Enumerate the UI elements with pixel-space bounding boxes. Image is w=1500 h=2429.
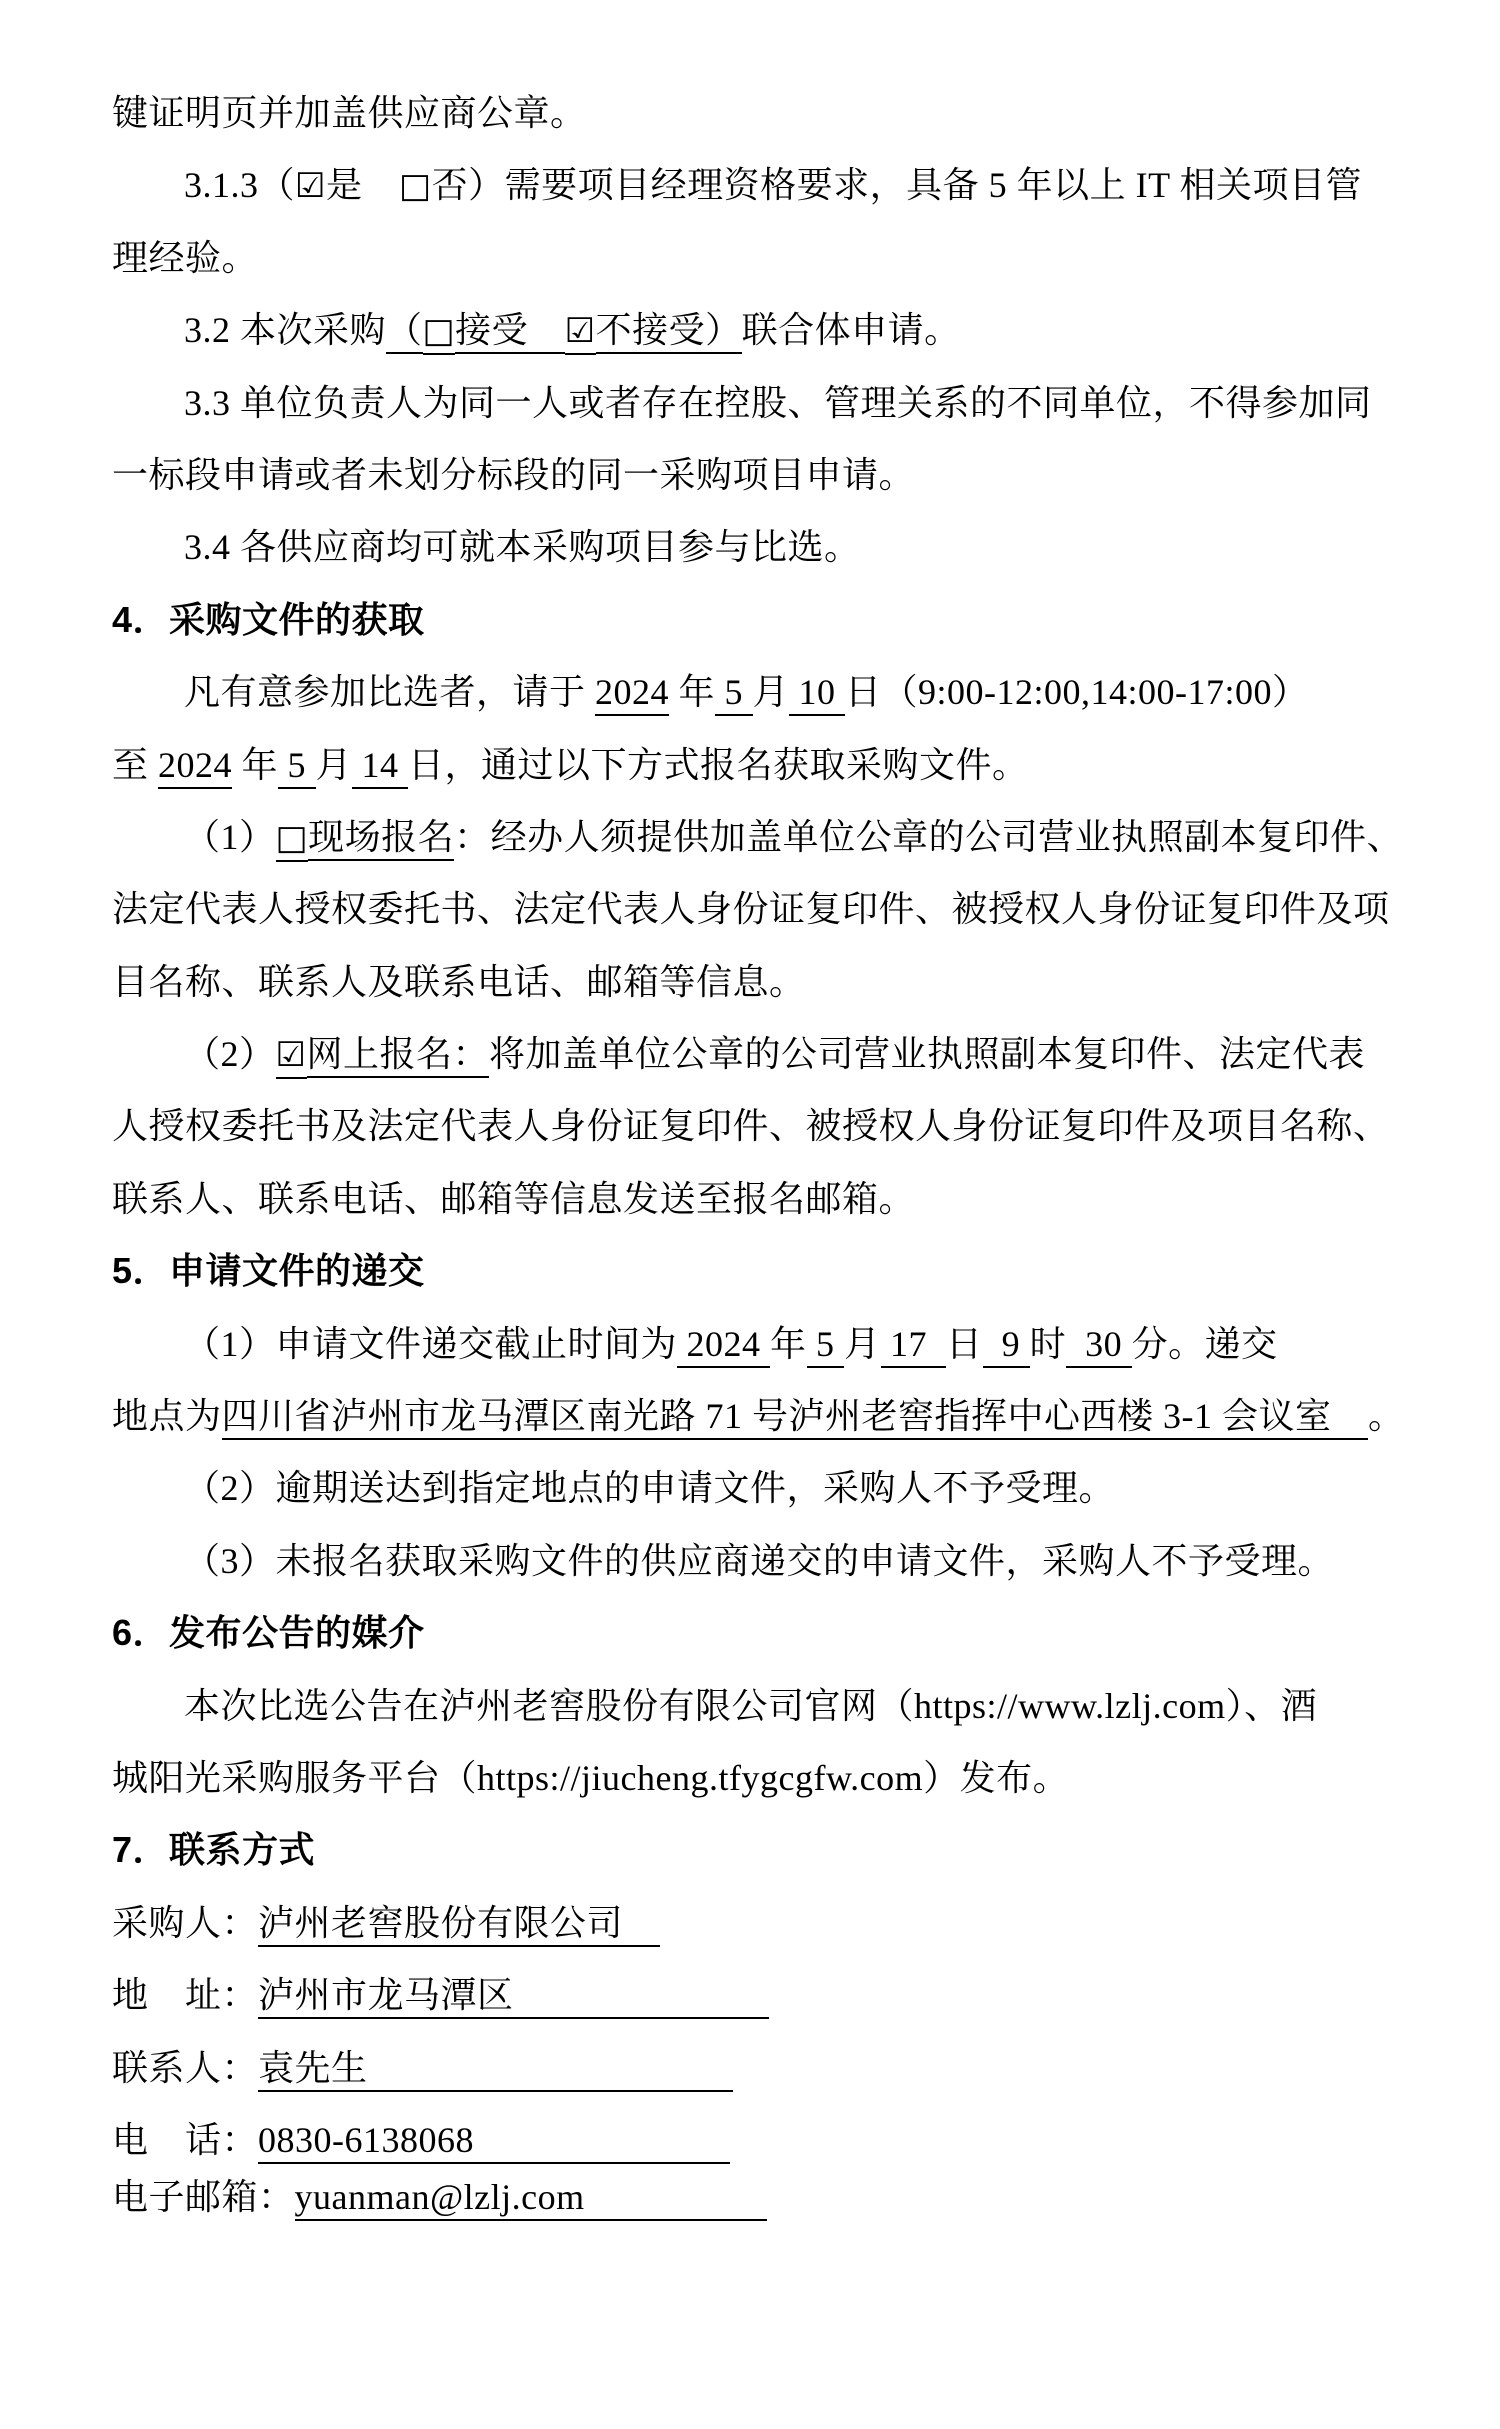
document-line: [112, 294, 1392, 366]
text-segment: 一标段申请或者未划分标段的同一采购项目申请。: [112, 454, 916, 495]
document-line: [112, 511, 1392, 583]
text-segment: 地 址：: [112, 1975, 259, 2016]
text-segment: 7．联系方式: [112, 1829, 316, 1871]
section-heading: [112, 1597, 1392, 1669]
text-segment: 电 话：: [112, 2119, 259, 2160]
document-line: [112, 656, 1392, 728]
text-segment: 电子邮箱：: [112, 2177, 295, 2218]
text-segment: （1）: [184, 816, 276, 857]
text-segment: 日，通过以下方式报名获取采购文件。: [408, 744, 1029, 785]
text-segment: 3.1.3（: [184, 165, 296, 206]
text-segment: 是: [326, 165, 400, 206]
document-line: [112, 1452, 1392, 1524]
underlined-text: 2024: [595, 672, 669, 716]
text-segment: 月: [315, 744, 353, 785]
document-line: [112, 77, 1392, 149]
text-segment: 本次比选公告在泸州老窖股份有限公司官网（https://www.lzlj.com）、酒: [184, 1685, 1318, 1726]
underlined-text: 不接受）: [596, 310, 742, 354]
checkbox-unchecked-icon: □: [423, 311, 456, 355]
text-segment: 月: [752, 672, 790, 713]
text-segment: 采购人：: [112, 1902, 259, 1943]
text-segment: 6．发布公告的媒介: [112, 1612, 425, 1654]
text-segment: （3）未报名获取采购文件的供应商递交的申请文件，采购人不予受理。: [184, 1540, 1335, 1581]
section-heading: [112, 1814, 1392, 1886]
text-segment: （1）申请文件递交截止时间为: [184, 1323, 678, 1364]
document-line: [112, 149, 1392, 221]
checkbox-checked-icon: ☑: [565, 311, 596, 355]
document-line: [112, 1887, 1392, 1959]
underlined-text: 现场报名: [308, 817, 454, 861]
text-segment: （2）逾期送达到指定地点的申请文件，采购人不予受理。: [184, 1468, 1116, 1509]
underlined-text: 9: [983, 1324, 1030, 1368]
text-segment: 城阳光采购服务平台（https://jiucheng.tfygcgfw.com）发布。: [112, 1757, 1070, 1798]
text-segment: ：经办人须提供加盖单位公章的公司营业执照副本复印件、: [454, 816, 1404, 857]
underlined-text: 网上报名：: [307, 1034, 490, 1078]
text-segment: 将加盖单位公章的公司营业执照副本复印件、法定代表: [489, 1034, 1366, 1075]
text-segment: 日: [946, 1323, 983, 1364]
text-segment: 3.2 本次采购: [184, 310, 387, 351]
document-line: [112, 1525, 1392, 1597]
text-segment: 年: [232, 744, 279, 785]
text-segment: 5．申请文件的递交: [112, 1250, 425, 1292]
text-segment: 联系人、联系电话、邮箱等信息发送至报名邮箱。: [112, 1178, 916, 1219]
checkbox-checked-icon: ☑: [276, 1035, 307, 1079]
text-segment: 月: [844, 1323, 881, 1364]
underlined-text: 17: [881, 1324, 947, 1368]
document-line: [112, 367, 1392, 439]
checkbox-unchecked-icon: □: [276, 818, 309, 862]
underlined-text: 5: [278, 745, 316, 789]
document-line: [112, 222, 1392, 294]
checkbox-checked-icon: ☑: [295, 166, 326, 207]
text-segment: 否）需要项目经理资格要求，具备 5 年以上 IT 相关项目管: [431, 165, 1362, 206]
document-line: [112, 2161, 1392, 2233]
document-line: [112, 1670, 1392, 1742]
document-line: [112, 946, 1392, 1018]
underlined-text: 5: [715, 672, 753, 716]
purchaser-value: 泸州老窖股份有限公司: [258, 1903, 660, 1947]
document-body: [112, 77, 1405, 2234]
text-segment: 至: [112, 744, 159, 785]
document-line: [112, 439, 1392, 511]
underlined-text: 5: [807, 1324, 845, 1368]
section-heading: [112, 1235, 1392, 1307]
text-segment: 地点为: [112, 1396, 222, 1437]
underlined-text: 四川省泸州市龙马潭区南光路 71 号泸州老窖指挥中心西楼 3-1 会议室: [222, 1396, 1369, 1440]
email-value: yuanman@lzlj.com: [295, 2177, 768, 2221]
underlined-text: 2024: [158, 745, 232, 789]
text-segment: 目名称、联系人及联系电话、邮箱等信息。: [112, 961, 806, 1002]
document-line: [112, 1018, 1392, 1090]
text-segment: 3.4 各供应商均可就本采购项目参与比选。: [184, 527, 861, 568]
underlined-text: 2024: [677, 1324, 770, 1368]
document-line: [112, 873, 1392, 945]
document-line: [112, 2032, 1392, 2104]
text-segment: 4．采购文件的获取: [112, 598, 425, 640]
text-segment: 3.3 单位负责人为同一人或者存在控股、管理关系的不同单位，不得参加同: [184, 382, 1372, 423]
text-segment: （2）: [184, 1034, 276, 1075]
underlined-text: 接受: [455, 310, 565, 354]
underlined-text: 14: [352, 745, 408, 789]
document-line: [112, 1742, 1392, 1814]
document-line: [112, 1959, 1392, 2031]
underlined-text: 10: [789, 672, 845, 716]
text-segment: 理经验。: [112, 237, 259, 278]
document-line: [112, 801, 1404, 873]
contact-person-value: 袁先生: [258, 2048, 733, 2092]
document-line: [112, 1308, 1392, 1380]
text-segment: 日（9:00-12:00,14:00-17:00）: [845, 672, 1309, 713]
text-segment: 。: [1368, 1396, 1405, 1437]
text-segment: 人授权委托书及法定代表人身份证复印件、被授权人身份证复印件及项目名称、: [112, 1106, 1390, 1147]
text-segment: 凡有意参加比选者，请于: [184, 672, 596, 713]
underlined-text: 30: [1066, 1324, 1132, 1368]
underlined-text: （: [386, 310, 423, 354]
text-segment: 法定代表人授权委托书、法定代表人身份证复印件、被授权人身份证复印件及项: [112, 889, 1390, 930]
phone-value: 0830-6138068: [258, 2120, 730, 2164]
checkbox-unchecked-icon: □: [399, 166, 432, 207]
address-value: 泸州市龙马潭区: [258, 1975, 769, 2019]
text-segment: 年: [669, 672, 716, 713]
document-line: [112, 1380, 1405, 1452]
text-segment: 键证明页并加盖供应商公章。: [112, 93, 587, 133]
text-segment: 时: [1029, 1323, 1067, 1364]
document-line: [112, 729, 1392, 801]
document-line: [112, 1090, 1392, 1162]
text-segment: 联合体申请。: [741, 310, 961, 351]
section-heading: [112, 584, 1392, 656]
document-line: [112, 1163, 1392, 1235]
text-segment: 联系人：: [112, 2047, 259, 2088]
text-segment: 年: [770, 1323, 807, 1364]
text-segment: 分。递交: [1131, 1323, 1278, 1364]
